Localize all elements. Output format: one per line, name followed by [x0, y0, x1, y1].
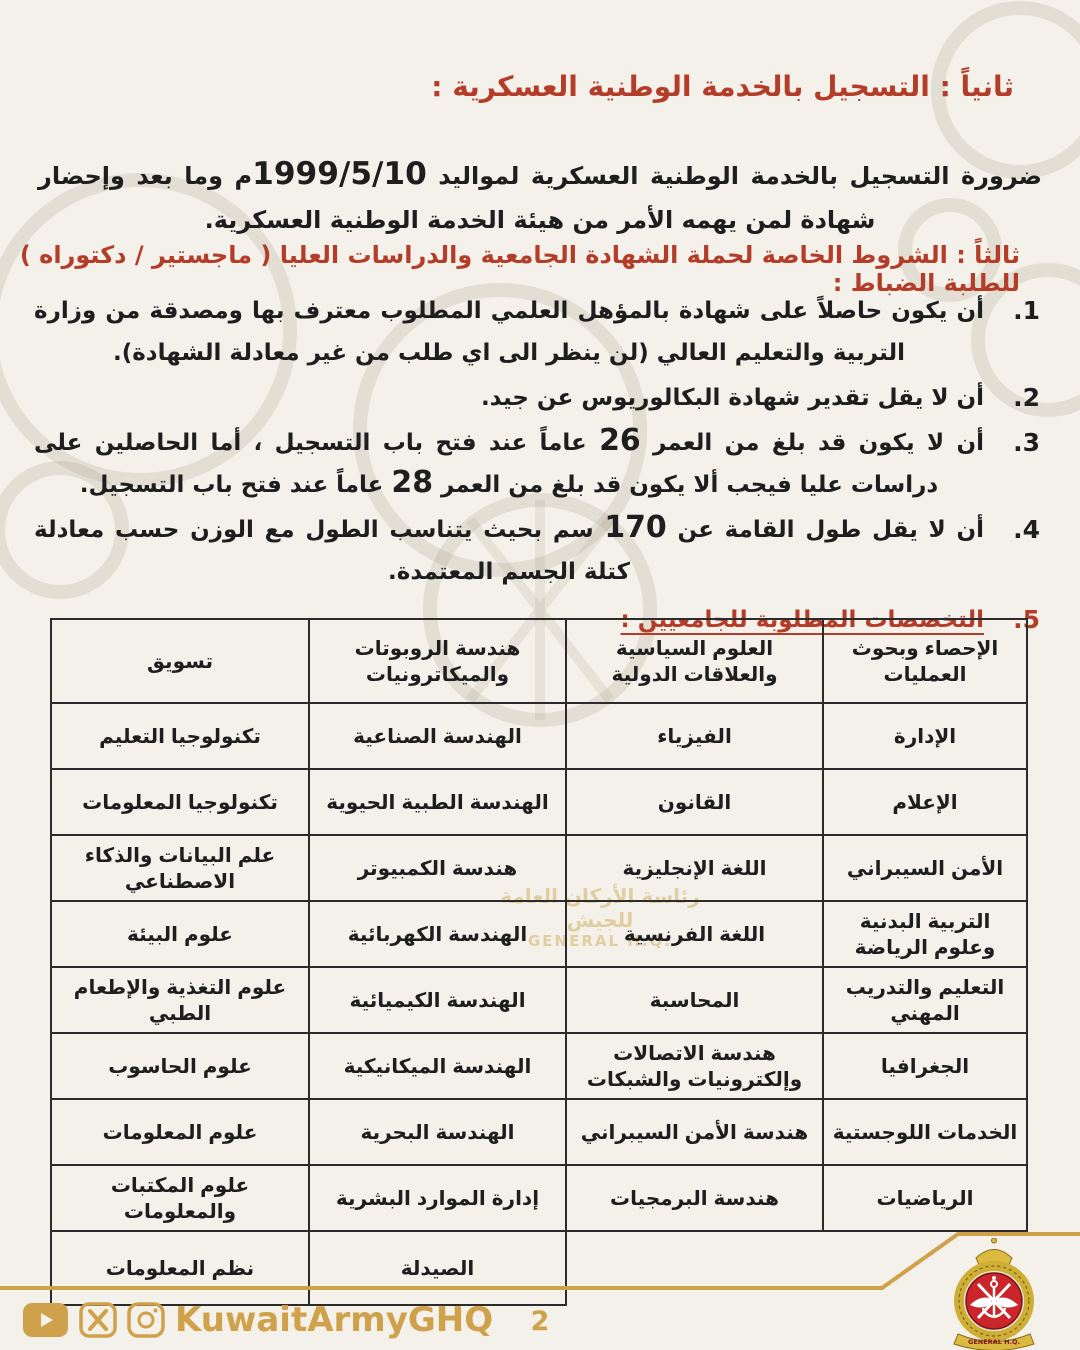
- table-row: [51, 835, 1027, 901]
- item-marker: 3.: [1013, 428, 1040, 457]
- major-cell: الهندسة الكيميائية: [309, 967, 566, 1033]
- major-cell: الإحصاء وبحوث العمليات: [823, 619, 1027, 703]
- major-cell: علوم المعلومات: [51, 1099, 309, 1165]
- major-cell: هندسة الأمن السيبراني: [566, 1099, 823, 1165]
- footer-social: [22, 1300, 493, 1340]
- major-cell: علوم التغذية والإطعام الطبي: [51, 967, 309, 1033]
- majors-table: [50, 618, 1028, 1306]
- major-cell: إدارة الموارد البشرية: [309, 1165, 566, 1231]
- major-cell: الخدمات اللوجستية: [823, 1099, 1027, 1165]
- major-cell: هندسة الكمبيوتر: [309, 835, 566, 901]
- major-cell: اللغة الفرنسية: [566, 901, 823, 967]
- section-second-heading: ثانياً : التسجيل بالخدمة الوطنية العسكرية :: [431, 70, 1014, 103]
- major-cell: المحاسبة: [566, 967, 823, 1033]
- major-cell: الجغرافيا: [823, 1033, 1027, 1099]
- major-cell: هندسة الاتصالات وإلكترونيات والشبكات: [566, 1033, 823, 1099]
- requirement-item: [34, 509, 1042, 593]
- section-third-heading: ثالثاً : الشروط الخاصة لحملة الشهادة الجامعية والدراسات العليا ( ماجستير / دكتوراه ) للطلبة الضباط :: [19, 241, 1020, 297]
- table-row: [51, 1033, 1027, 1099]
- ghq-watermark-arabic: رئاسة الأركان العامة للجيش: [500, 884, 700, 932]
- requirements-list: [34, 290, 1042, 644]
- major-cell: تسويق: [51, 619, 309, 703]
- item-text: أن لا يكون قد بلغ من العمر 26 عاماً عند فتح باب التسجيل ، أما الحاصلين على دراسات عليا فيجب ألا يكون قد بلغ من العمر 28 عاماً عند فتح باب التسجيل.: [34, 423, 984, 500]
- table-row: [51, 769, 1027, 835]
- table-row: [51, 619, 1027, 703]
- major-cell: الهندسة الطبية الحيوية: [309, 769, 566, 835]
- instagram-icon: [127, 1302, 165, 1338]
- major-cell: الهندسة الصناعية: [309, 703, 566, 769]
- major-cell: الفيزياء: [566, 703, 823, 769]
- item-text: التخصصات المطلوبة للجامعيين :: [620, 607, 984, 633]
- major-cell: [566, 1231, 823, 1305]
- major-cell: التعليم والتدريب المهني: [823, 967, 1027, 1033]
- ghq-watermark-english: GENERAL H.Q.: [528, 932, 672, 950]
- requirement-item: [34, 422, 1042, 506]
- major-cell: الهندسة الميكانيكية: [309, 1033, 566, 1099]
- page-number: 2: [530, 1306, 550, 1337]
- major-cell: علوم المكتبات والمعلومات: [51, 1165, 309, 1231]
- major-cell: الهندسة الكهربائية: [309, 901, 566, 967]
- major-cell: هندسة البرمجيات: [566, 1165, 823, 1231]
- section-second-body: ضرورة التسجيل بالخدمة الوطنية العسكرية لمواليد 1999/5/10م وما بعد وإحضار شهادة لمن يهمه الأمر من هيئة الخدمة الوطنية العسكرية.: [38, 156, 1042, 234]
- item-marker: 2.: [1013, 383, 1040, 412]
- table-row: [51, 967, 1027, 1033]
- major-cell: تكنولوجيا المعلومات: [51, 769, 309, 835]
- major-cell: الإعلام: [823, 769, 1027, 835]
- major-cell: الأمن السيبراني: [823, 835, 1027, 901]
- item-text: أن لا يقل تقدير شهادة البكالوريوس عن جيد.: [480, 385, 984, 411]
- table-row: [51, 703, 1027, 769]
- emblem-caption: GENERAL H.Q.: [968, 1338, 1020, 1346]
- major-cell: نظم المعلومات: [51, 1231, 309, 1305]
- major-cell: العلوم السياسية والعلاقات الدولية: [566, 619, 823, 703]
- table-row: [51, 1099, 1027, 1165]
- requirement-item: [34, 290, 1042, 374]
- major-cell: الهندسة البحرية: [309, 1099, 566, 1165]
- table-row: [51, 1165, 1027, 1231]
- major-cell: علم البيانات والذكاء الاصطناعي: [51, 835, 309, 901]
- table-row: [51, 1231, 1027, 1305]
- item-text: أن يكون حاصلاً على شهادة بالمؤهل العلمي المطلوب معترف بها ومصدقة من وزارة التربية والتعليم العالي (لن ينظر الى اي طلب من غير معادلة الشهادة).: [34, 298, 984, 366]
- item-marker: 4.: [1013, 515, 1040, 544]
- requirement-item: [34, 377, 1042, 419]
- item-text: أن لا يقل طول القامة عن 170 سم بحيث يتناسب الطول مع الوزن حسب معادلة كتلة الجسم المعتمدة.: [34, 510, 984, 585]
- x-icon: [79, 1302, 117, 1338]
- major-cell: الصيدلة: [309, 1231, 566, 1305]
- army-emblem: [914, 1238, 1074, 1350]
- youtube-icon: [22, 1302, 69, 1338]
- major-cell: تكنولوجيا التعليم: [51, 703, 309, 769]
- major-cell: هندسة الروبوتات والميكاترونيات: [309, 619, 566, 703]
- majors-table-wrap: [52, 618, 1028, 1306]
- major-cell: الرياضيات: [823, 1165, 1027, 1231]
- major-cell: اللغة الإنجليزية: [566, 835, 823, 901]
- item-marker: 1.: [1013, 296, 1040, 325]
- major-cell: الإدارة: [823, 703, 1027, 769]
- major-cell: التربية البدنية وعلوم الرياضة: [823, 901, 1027, 967]
- major-cell: علوم البيئة: [51, 901, 309, 967]
- item-marker: 5.: [1013, 605, 1040, 634]
- social-handle: KuwaitArmyGHQ: [175, 1300, 494, 1340]
- table-row: [51, 901, 1027, 967]
- major-cell: علوم الحاسوب: [51, 1033, 309, 1099]
- major-cell: القانون: [566, 769, 823, 835]
